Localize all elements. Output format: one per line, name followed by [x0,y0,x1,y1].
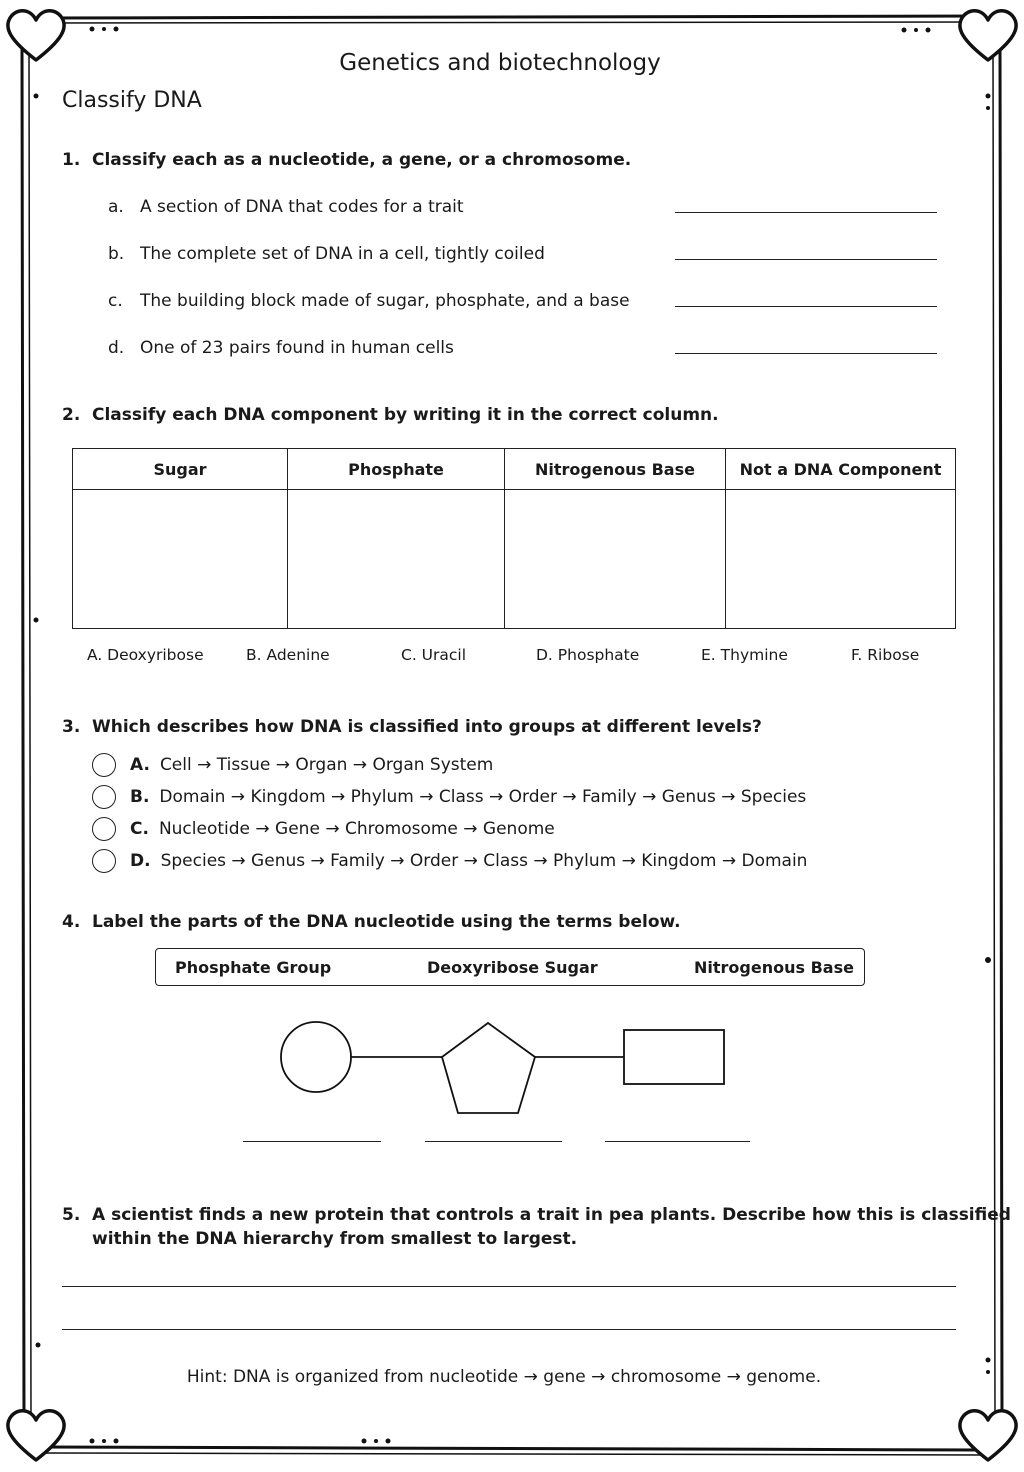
option-item: C. Uracil [401,646,467,664]
q1-item-d [108,338,454,358]
choice-text: Cell → Tissue → Organ → Organ System [159,755,494,775]
choice-text: Domain → Kingdom → Phylum → Class → Order → Family → Genus → Species [159,787,807,807]
q1-item-b [108,244,545,264]
section-subtitle: Classify DNA [62,88,202,113]
item-text: The complete set of DNA in a cell, tightly coiled [140,244,545,264]
radio-circle-icon[interactable] [92,753,116,777]
item-text: The building block made of sugar, phosphate, and a base [140,291,630,311]
question-number: 1. [62,150,81,170]
question-prompt: Classify each DNA component by writing it in the correct column. [92,405,719,425]
column-header-phosphate: Phosphate [288,449,505,490]
item-letter: b. [108,244,125,264]
question-prompt: Classify each as a nucleotide, a gene, or a chromosome. [92,150,632,170]
label-blank-base[interactable] [605,1141,750,1142]
question-5-line-2: within the DNA hierarchy from smallest to largest. [92,1229,578,1249]
answer-blank[interactable] [675,212,937,213]
radio-circle-icon[interactable] [92,817,116,841]
term-nitrogenous-base: Nitrogenous Base [694,958,854,977]
answer-line[interactable] [62,1286,956,1287]
answer-blank[interactable] [675,259,937,260]
question-number: 2. [62,405,81,425]
radio-circle-icon[interactable] [92,849,116,873]
question-number: 4. [62,912,81,932]
nucleotide-diagram [270,1015,740,1125]
q1-item-a [108,197,464,217]
answer-cell-phosphate[interactable] [288,490,505,629]
label-blank-phosphate[interactable] [243,1141,381,1142]
sugar-pentagon-shape [442,1023,535,1113]
item-text: A section of DNA that codes for a trait [140,197,464,217]
term-phosphate-group: Phosphate Group [175,958,332,977]
item-text: One of 23 pairs found in human cells [140,338,454,358]
question-2 [62,405,719,425]
question-1 [62,150,631,170]
option-item: B. Adenine [246,646,330,664]
q1-item-c [108,291,630,311]
answer-cell-not-dna[interactable] [726,490,956,629]
question-number: 3. [62,717,81,737]
option-item: A. Deoxyribose [87,646,204,664]
item-letter: a. [108,197,124,217]
radio-circle-icon[interactable] [92,785,116,809]
choice-b[interactable] [92,782,806,812]
answer-cell-sugar[interactable] [73,490,288,629]
page-title: Genetics and biotechnology [339,50,661,76]
question-prompt: Which describes how DNA is classified into groups at different levels? [92,717,762,737]
question-prompt: Label the parts of the DNA nucleotide using the terms below. [92,912,681,932]
option-item: D. Phosphate [536,646,640,664]
option-item: E. Thymine [701,646,788,664]
question-4 [62,912,681,932]
choice-text: Species → Genus → Family → Order → Class → Phylum → Kingdom → Domain [160,851,808,871]
option-item: F. Ribose [851,646,920,664]
question-number: 5. [62,1205,81,1225]
question-5 [62,1205,1011,1225]
question-3 [62,717,762,737]
answer-blank[interactable] [675,353,937,354]
choice-letter: A. [130,755,150,775]
choice-letter: B. [130,787,150,807]
classification-table [72,448,956,629]
choice-a[interactable] [92,750,493,780]
choice-c[interactable] [92,814,555,844]
choice-d[interactable] [92,846,807,876]
choice-text: Nucleotide → Gene → Chromosome → Genome [158,819,555,839]
question-prompt-line-1: A scientist finds a new protein that controls a trait in pea plants. Describe how this is classified [92,1205,1011,1225]
item-letter: d. [108,338,125,358]
answer-blank[interactable] [675,306,937,307]
label-blank-sugar[interactable] [425,1141,562,1142]
column-header-not-dna: Not a DNA Component [726,449,956,490]
column-header-sugar: Sugar [73,449,288,490]
item-letter: c. [108,291,123,311]
answer-cell-nitrogenous-base[interactable] [505,490,726,629]
phosphate-circle-shape [281,1022,351,1092]
choice-letter: C. [130,819,149,839]
choice-letter: D. [130,851,151,871]
base-rectangle-shape [624,1030,724,1084]
column-header-nitrogenous-base: Nitrogenous Base [505,449,726,490]
heart-icon [960,1411,1016,1460]
answer-line[interactable] [62,1329,956,1330]
term-deoxyribose-sugar: Deoxyribose Sugar [427,958,598,977]
hint-text: Hint: DNA is organized from nucleotide → gene → chromosome → genome. [186,1367,822,1387]
